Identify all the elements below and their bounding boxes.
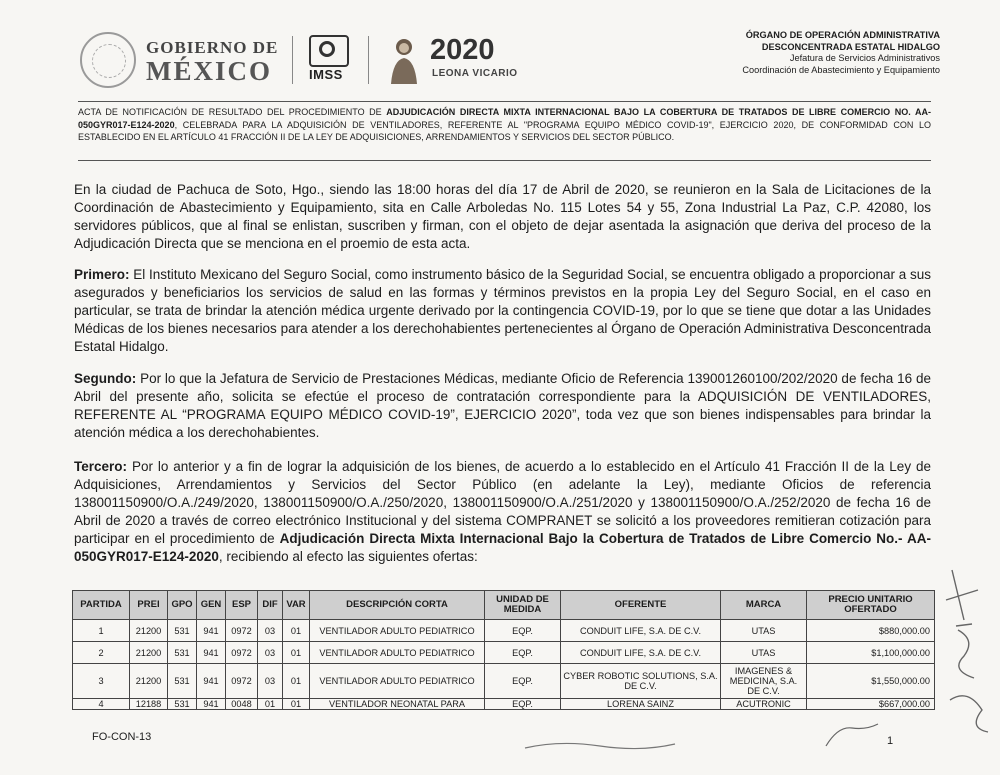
col-header: GPO — [168, 591, 197, 620]
table-cell: 941 — [197, 642, 226, 664]
col-header: DESCRIPCIÓN CORTA — [310, 591, 485, 620]
leona-vicario-portrait-icon — [387, 34, 421, 84]
table-cell: 03 — [258, 620, 283, 642]
page-number: 1 — [887, 735, 894, 747]
table-cell: 03 — [258, 642, 283, 664]
table-cell: VENTILADOR ADULTO PEDIATRICO — [310, 642, 485, 664]
table-cell: VENTILADOR ADULTO PEDIATRICO — [310, 620, 485, 642]
col-header: MARCA — [721, 591, 807, 620]
col-header: VAR — [283, 591, 310, 620]
year-subtitle: LEONA VICARIO — [432, 68, 518, 79]
table-cell: EQP. — [485, 642, 561, 664]
primero-text: El Instituto Mexicano del Seguro Social, como instrumento básico de la Seguridad Social, se encuentra obligado a proporcionar a sus asegurados y beneficiarios los servicios de salud en las formas y términos previstos en la propia Ley del Seguro Social, en el caso en particular, se trata de brindar la atención médica urgente derivado por la contingencia COVID-19, por lo que se tiene que dotar a las Unidades Médicas de los bienes necesarios para atender a los derechohabientes pertenecientes al Órgano de Operación Administrativa Desconcentrada Estatal Hidalgo. — [74, 267, 931, 354]
col-header: UNIDAD DE MEDIDA — [485, 591, 561, 620]
table-cell: 531 — [168, 642, 197, 664]
table-cell: 01 — [283, 664, 310, 699]
segundo-paragraph — [74, 370, 931, 442]
signature-mark — [520, 728, 680, 758]
table-cell: 531 — [168, 664, 197, 699]
table-cell: 0972 — [226, 664, 258, 699]
table-cell: 2 — [73, 642, 130, 664]
table-cell: 01 — [283, 620, 310, 642]
imss-logo-icon — [309, 35, 349, 67]
table-cell: CONDUIT LIFE, S.A. DE C.V. — [561, 620, 721, 642]
table-cell: VENTILADOR ADULTO PEDIATRICO — [310, 664, 485, 699]
col-header: GEN — [197, 591, 226, 620]
table-cell: $667,000.00 — [807, 699, 935, 710]
mexico-seal-icon — [80, 32, 136, 88]
intro-paragraph: En la ciudad de Pachuca de Soto, Hgo., siendo las 18:00 horas del día 17 de Abril de 2020, se reunieron en la Sala de Licitaciones de la Coordinación de Abastecimiento y Equipamiento, sita en Calle Arboledas No. 115 Lotes 54 y 55, Zona Industrial La Paz, C.P. 42080, los servidores públicos, que al final se enlistan, suscriben y firman, con el objeto de dejar asentada la asignación que deriva del proceso de la Adjudicación Directa que se menciona en el proemio de esta acta. — [74, 182, 931, 251]
table-cell: IMAGENES & MEDICINA, S.A. DE C.V. — [721, 664, 807, 699]
table-cell: 01 — [258, 699, 283, 710]
table-cell: 941 — [197, 699, 226, 710]
tercero-label: Tercero: — [74, 459, 128, 474]
tercero-tail: , recibiendo al efecto las siguientes ofertas: — [218, 549, 478, 564]
col-header: ESP — [226, 591, 258, 620]
table-row — [73, 642, 935, 664]
margin-signature — [938, 560, 996, 740]
table-cell: $1,100,000.00 — [807, 642, 935, 664]
table-cell: ACUTRONIC — [721, 699, 807, 710]
gov-line2: MÉXICO — [146, 56, 272, 86]
table-cell: UTAS — [721, 642, 807, 664]
segundo-label: Segundo: — [74, 371, 137, 386]
table-cell: EQP. — [485, 699, 561, 710]
org-line: Coordinación de Abastecimiento y Equipamiento — [742, 64, 940, 75]
table-cell: 21200 — [130, 664, 168, 699]
org-line: ÓRGANO DE OPERACIÓN ADMINISTRATIVA — [745, 30, 940, 40]
imss-logo-text: IMSS — [309, 67, 343, 82]
table-cell: VENTILADOR NEONATAL PARA — [310, 699, 485, 710]
col-header: PARTIDA — [73, 591, 130, 620]
table-cell: $880,000.00 — [807, 620, 935, 642]
table-cell: 941 — [197, 664, 226, 699]
table-cell: 941 — [197, 620, 226, 642]
form-code: FO-CON-13 — [92, 731, 152, 743]
year-2020: 2020 — [430, 34, 495, 66]
tercero-text: Por lo anterior y a fin de lograr la adquisición de los bienes, de acuerdo a lo establecido en el Artículo 41 Fracción II de la Ley de Adquisiciones, Arrendamientos y Servicios del Sector Público (en adelante la Ley), mediante Oficios de referencia 138001150900/O.A./249/2020, 138001150900/O.A./250/2020, 138001150900/O.A./251/2020 y 138001150900/O.A./252/2020 de fecha 16 de Abril de 2020 a través de correo electrónico Institucional y del sistema COMPRANET se solicitó a los proveedores remitieran cotización para participar en el procedimiento de — [74, 459, 931, 546]
table-cell: 0972 — [226, 620, 258, 642]
org-line: Jefatura de Servicios Administrativos — [789, 53, 940, 63]
table-cell: 01 — [283, 699, 310, 710]
table-cell: 1 — [73, 620, 130, 642]
table-cell: 01 — [283, 642, 310, 664]
org-line: DESCONCENTRADA ESTATAL HIDALGO — [761, 41, 940, 52]
table-cell: 21200 — [130, 620, 168, 642]
col-header: PRECIO UNITARIO OFERTADO — [807, 591, 935, 620]
table-header-row — [73, 591, 935, 620]
table-cell: EQP. — [485, 664, 561, 699]
table-cell: 531 — [168, 620, 197, 642]
table-cell: 0048 — [226, 699, 258, 710]
primero-label: Primero: — [74, 267, 130, 282]
table-cell: CYBER ROBOTIC SOLUTIONS, S.A. DE C.V. — [561, 664, 721, 699]
logo-divider — [368, 36, 369, 84]
table-cell: 531 — [168, 699, 197, 710]
table-cell: EQP. — [485, 620, 561, 642]
gov-line1: GOBIERNO DE — [146, 38, 279, 57]
tercero-paragraph — [74, 458, 931, 566]
acta-bold: ADJUDICACIÓN DIRECTA MIXTA INTERNACIONAL BAJO LA COBERTURA DE TRATADOS DE LIBRE COMERCIO NO. AA-050GYR017-E124-2020 — [78, 107, 932, 130]
table-cell: $1,550,000.00 — [807, 664, 935, 699]
table-row — [73, 664, 935, 699]
table-cell: 3 — [73, 664, 130, 699]
table-cell: 4 — [73, 699, 130, 710]
col-header: DIF — [258, 591, 283, 620]
primero-paragraph — [74, 266, 931, 356]
table-cell: 0972 — [226, 642, 258, 664]
segundo-text: Por lo que la Jefatura de Servicio de Prestaciones Médicas, mediante Oficio de Referencia 139001260100/202/2020 de fecha 16 de Abril del presente año, solicita se efectúe el proceso de contratación correspondiente para la ADQUISICIÓN DE VENTILADORES, REFERENTE AL “PROGRAMA EQUIPO MÉDICO COVID-19”, EJERCICIO 2020”, toda vez que son bienes indispensables para brindar la atención médica a los derechohabientes. — [74, 371, 931, 440]
table-row — [73, 699, 935, 710]
logo-divider — [292, 36, 293, 84]
acta-rule — [78, 160, 931, 161]
signature-mark — [822, 720, 882, 750]
acta-title — [78, 106, 931, 144]
table-cell: LORENA SAINZ — [561, 699, 721, 710]
table-cell: 03 — [258, 664, 283, 699]
col-header: OFERENTE — [561, 591, 721, 620]
col-header: PREI — [130, 591, 168, 620]
tercero-bold: Adjudicación Directa Mixta Internacional Bajo la Cobertura de Tratados de Libre Comercio No.- AA-050GYR017-E124-2020 — [74, 531, 931, 564]
table-cell: 12188 — [130, 699, 168, 710]
offers-table — [72, 590, 935, 710]
header-rule — [78, 101, 931, 102]
organization-block — [742, 30, 940, 76]
table-cell: CONDUIT LIFE, S.A. DE C.V. — [561, 642, 721, 664]
page-header — [80, 30, 940, 90]
acta-pre: ACTA DE NOTIFICACIÓN DE RESULTADO DEL PROCEDIMIENTO DE — [78, 107, 387, 117]
acta-post: , CELEBRADA PARA LA ADQUISICIÓN DE VENTILADORES, REFERENTE AL "PROGRAMA EQUIPO MÉDICO COVID-19", EJERCICIO 2020, DE CONFORMIDAD CON LO ESTABLECIDO EN EL ARTÍCULO 41 FRACCIÓN II DE LA LEY DE ADQUISICIONES, ARRENDAMIENTOS Y SERVICIOS DEL SECTOR PÚBLICO. — [78, 119, 931, 142]
table-cell: 21200 — [130, 642, 168, 664]
table-row — [73, 620, 935, 642]
table-cell: UTAS — [721, 620, 807, 642]
